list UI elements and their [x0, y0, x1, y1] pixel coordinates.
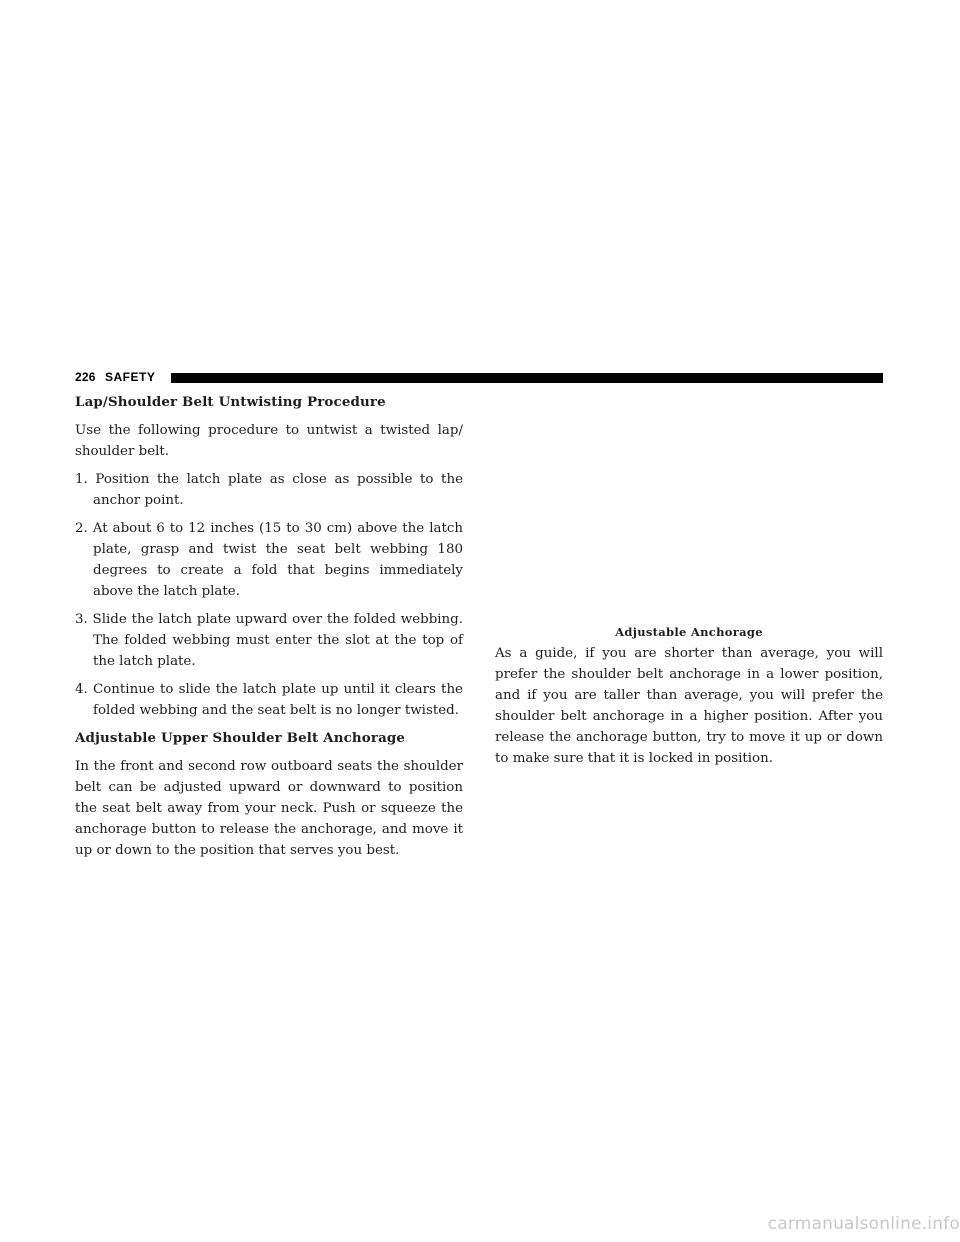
left-column: [75, 392, 463, 868]
step-item: 3. Slide the latch plate upward over the folded webbing. The folded webbing must enter the slot at the top of the latch plate.: [75, 612, 463, 669]
section-title: SAFETY: [105, 370, 156, 384]
heading-adjustable-anchorage: Adjustable Upper Shoulder Belt Anchorage: [75, 730, 406, 746]
page-number: 226: [75, 370, 96, 384]
header-rule: [171, 373, 883, 383]
procedure-steps: [75, 469, 463, 721]
anchorage-paragraph: In the front and second row outboard seats the shoulder belt can be adjusted upward or downward to position the seat belt away from your neck. Push or squeeze the anchorage button to release the anchorage, and move it up or down to the position that serves you best.: [75, 759, 463, 858]
page-header: [75, 369, 883, 385]
guide-paragraph: As a guide, if you are shorter than average, you will prefer the shoulder belt anchorage in a lower position, and if you are taller than average, you will prefer the shoulder belt anchorage in a higher position. After you release the anchorage button, try to move it up or down to make sure that it is locked in position.: [495, 646, 883, 766]
step-item: 4. Continue to slide the latch plate up until it clears the folded webbing and the seat belt is no longer twisted.: [75, 682, 463, 718]
heading-untwisting-procedure: Lap/Shoulder Belt Untwisting Procedure: [75, 394, 386, 410]
intro-paragraph: Use the following procedure to untwist a twisted lap/ shoulder belt.: [75, 423, 463, 459]
watermark: carmanualsonline.info: [767, 1214, 960, 1234]
step-item: 2. At about 6 to 12 inches (15 to 30 cm) above the latch plate, grasp and twist the seat belt webbing 180 degrees to create a fold that begins immediately above the latch plate.: [75, 521, 463, 599]
step-item: 1. Position the latch plate as close as possible to the anchor point.: [75, 472, 463, 508]
right-column: [495, 622, 883, 776]
figure-caption: Adjustable Anchorage: [615, 625, 763, 639]
